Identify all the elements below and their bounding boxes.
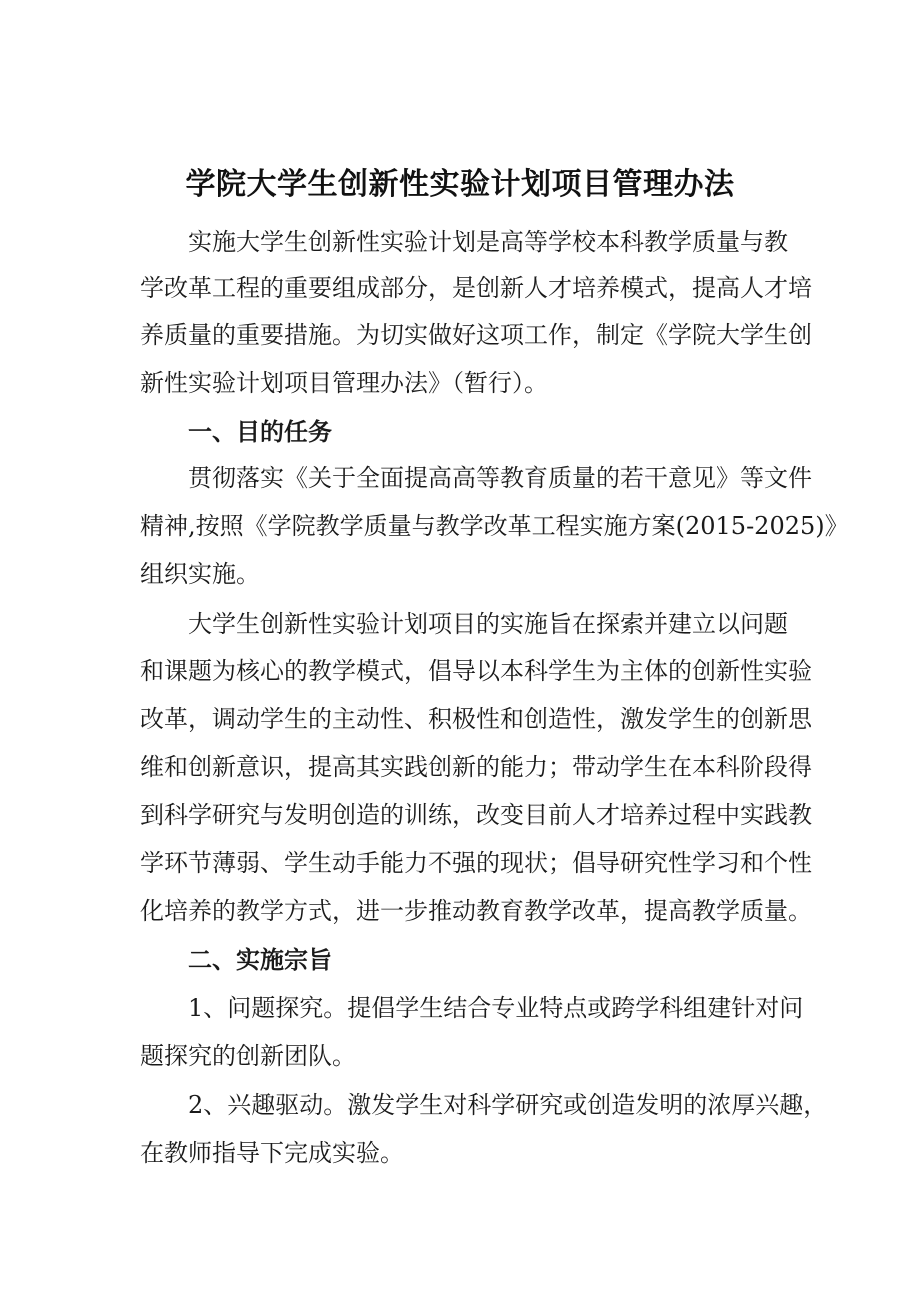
section1-para2-line: 大学生创新性实验计划项目的实施旨在探索并建立以问题 (188, 610, 788, 638)
section1-para1-line: 精神,按照《学院教学质量与教学改革工程实施方案(2015-2025)》 (140, 512, 849, 540)
intro-line: 实施大学生创新性实验计划是高等学校本科教学质量与教 (188, 228, 788, 256)
section2-item2-line: 在教师指导下完成实验。 (140, 1139, 404, 1167)
section1-para1-line: 贯彻落实《关于全面提高高等教育质量的若干意见》等文件 (188, 464, 812, 492)
section-heading-principles: 二、实施宗旨 (188, 946, 332, 974)
section-heading-purpose: 一、目的任务 (188, 418, 332, 446)
section2-item2-line: 2、兴趣驱动。激发学生对科学研究或创造发明的浓厚兴趣， (188, 1091, 828, 1119)
intro-line: 养质量的重要措施。为切实做好这项工作，制定《学院大学生创 (140, 321, 812, 349)
section1-para2-line: 和课题为核心的教学模式，倡导以本科学生为主体的创新性实验 (140, 657, 812, 685)
section1-para2-line: 学环节薄弱、学生动手能力不强的现状；倡导研究性学习和个性 (140, 849, 812, 877)
section1-para2-line: 化培养的教学方式，进一步推动教育教学改革，提高教学质量。 (140, 897, 812, 925)
section2-item1-line: 1、问题探究。提倡学生结合专业特点或跨学科组建针对问 (188, 994, 804, 1022)
intro-line: 学改革工程的重要组成部分，是创新人才培养模式，提高人才培 (140, 274, 812, 302)
section2-item1-line: 题探究的创新团队。 (140, 1042, 356, 1070)
intro-line: 新性实验计划项目管理办法》（暂行）。 (140, 369, 548, 397)
section1-para2-line: 维和创新意识，提高其实践创新的能力；带动学生在本科阶段得 (140, 753, 812, 781)
document-title: 学院大学生创新性实验计划项目管理办法 (185, 167, 735, 203)
section1-para2-line: 到科学研究与发明创造的训练，改变目前人才培养过程中实践教 (140, 801, 812, 829)
section1-para1-line: 组织实施。 (140, 560, 260, 588)
section1-para2-line: 改革，调动学生的主动性、积极性和创造性，激发学生的创新思 (140, 705, 812, 733)
